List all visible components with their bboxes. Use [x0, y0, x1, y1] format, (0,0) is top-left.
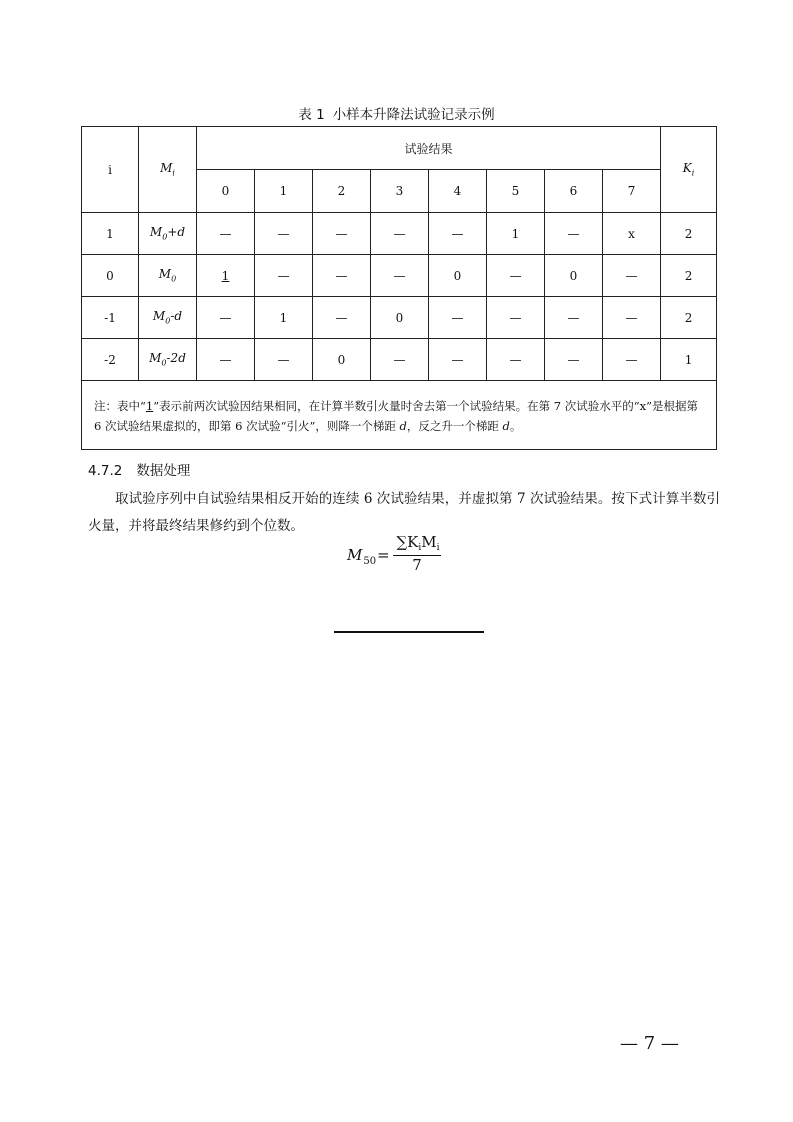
column-header: 1: [255, 170, 313, 213]
result-cell: —: [545, 339, 603, 381]
row-level: $M_0$: [139, 255, 197, 297]
section-heading: [88, 459, 190, 479]
result-cell: —: [545, 213, 603, 255]
result-cell: —: [487, 339, 545, 381]
row-level: $M_0-d$: [139, 297, 197, 339]
end-rule: [334, 631, 484, 633]
result-cell: —: [487, 297, 545, 339]
result-cell: 0: [545, 255, 603, 297]
header-m: $M_i$: [139, 127, 197, 213]
result-cell: —: [197, 213, 255, 255]
result-cell: —: [197, 297, 255, 339]
formula-equals: =: [377, 546, 390, 564]
result-cell: —: [255, 339, 313, 381]
result-cell: 1: [197, 255, 255, 297]
formula-denominator: 7: [412, 556, 422, 574]
result-cell: —: [429, 297, 487, 339]
table-header-row: [82, 127, 717, 170]
row-k: 2: [661, 255, 717, 297]
result-cell: —: [487, 255, 545, 297]
result-cell: —: [255, 255, 313, 297]
header-results: 试验结果: [197, 127, 661, 170]
row-k: 2: [661, 213, 717, 255]
result-cell: —: [603, 339, 661, 381]
table-caption-number: 表 1: [298, 107, 325, 123]
result-cell: —: [313, 213, 371, 255]
header-k: $K_i$: [661, 127, 717, 213]
formula: [345, 533, 455, 577]
table-row: [82, 297, 717, 339]
column-header: 4: [429, 170, 487, 213]
result-cell: —: [197, 339, 255, 381]
column-header: 5: [487, 170, 545, 213]
result-cell: 1: [487, 213, 545, 255]
result-cell: —: [429, 339, 487, 381]
column-header: 0: [197, 170, 255, 213]
row-index: 0: [82, 255, 139, 297]
result-cell: x: [603, 213, 661, 255]
section-title: 数据处理: [136, 463, 191, 479]
section-paragraph: 取试验序列中自试验结果相反开始的连续 6 次试验结果，并虚拟第 7 次试验结果。按下式计算半数引火量，并将最终结果修约到个位数。: [88, 491, 720, 534]
table-row: [82, 213, 717, 255]
result-cell: —: [313, 255, 371, 297]
result-cell: 0: [313, 339, 371, 381]
row-level: $M_0+d$: [139, 213, 197, 255]
table-row: [82, 339, 717, 381]
row-index: 1: [82, 213, 139, 255]
result-cell: —: [371, 255, 429, 297]
section-number: 4.7.2: [88, 463, 123, 479]
column-header: 2: [313, 170, 371, 213]
page-number: — 7 —: [620, 1033, 679, 1054]
result-cell: —: [371, 339, 429, 381]
column-header: 7: [603, 170, 661, 213]
result-cell: —: [255, 213, 313, 255]
result-cell: —: [429, 213, 487, 255]
row-index: -1: [82, 297, 139, 339]
result-cell: 0: [429, 255, 487, 297]
column-header: 3: [371, 170, 429, 213]
test-record-table: [81, 126, 717, 450]
table-row: [82, 255, 717, 297]
table-note: 注：表中“1”表示前两次试验因结果相同，在计算半数引火量时舍去第一个试验结果。在第 7 次试验水平的“x”是根据第 6 次试验结果虚拟的，即第 6 次试验“引火”，则降一个梯距 d，反之升一个梯距 d。: [82, 381, 717, 450]
header-i: i: [82, 127, 139, 213]
table-caption: [0, 103, 793, 123]
result-cell: —: [545, 297, 603, 339]
formula-lhs: $M_{50}$: [347, 546, 377, 567]
result-cell: 0: [371, 297, 429, 339]
result-cell: —: [371, 213, 429, 255]
row-level: $M_0-2d$: [139, 339, 197, 381]
column-header: 6: [545, 170, 603, 213]
result-cell: 1: [255, 297, 313, 339]
result-cell: —: [603, 255, 661, 297]
row-index: -2: [82, 339, 139, 381]
formula-numerator: $\sum K_iM_i$: [396, 533, 440, 553]
row-k: 2: [661, 297, 717, 339]
row-k: 1: [661, 339, 717, 381]
table-note-row: [82, 381, 717, 450]
table-caption-text: 小样本升降法试验记录示例: [332, 107, 495, 123]
result-cell: —: [313, 297, 371, 339]
result-cell: —: [603, 297, 661, 339]
